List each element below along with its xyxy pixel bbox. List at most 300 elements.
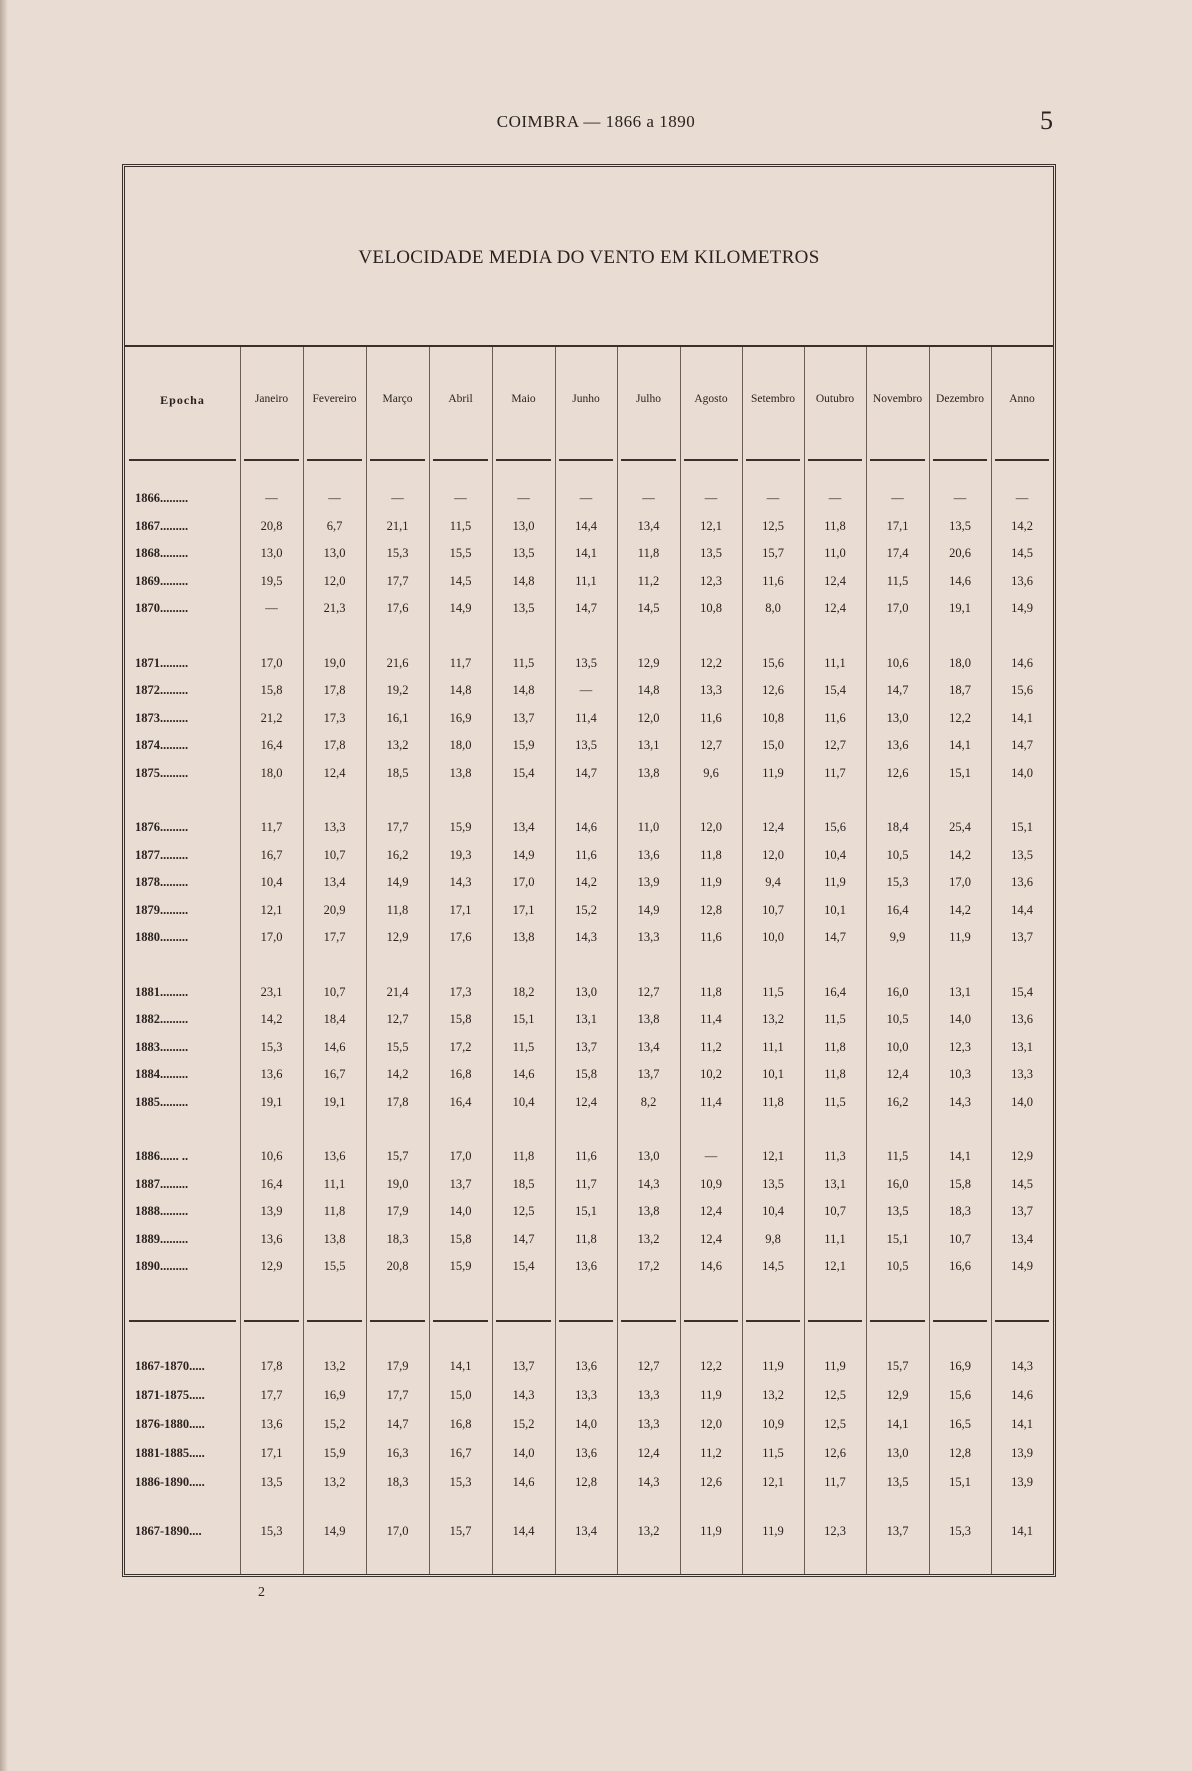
table-cell: 13,6 (1011, 573, 1033, 588)
table-cell: 14,3 (637, 1475, 660, 1489)
table-cell: 13,6 (323, 1149, 346, 1163)
table-cell: 12,4 (886, 1067, 909, 1081)
table-cell: 10,7 (949, 1231, 971, 1246)
table-cell: 13,8 (449, 765, 472, 780)
table-cell: 12,1 (260, 902, 283, 917)
table-cell: 9,9 (889, 930, 906, 944)
table-cell: 16,4 (449, 1094, 472, 1109)
running-title: COIMBRA — 1866 a 1890 (496, 112, 696, 131)
table-cell: 21,3 (323, 601, 346, 615)
table-cell: 17,9 (386, 1359, 409, 1373)
table-cell: 11,7 (260, 820, 283, 834)
table-cell: 15,7 (886, 1359, 909, 1373)
table-cell: 16,4 (260, 738, 283, 752)
table-cell: 18,2 (512, 984, 535, 999)
table-cell: 11,1 (762, 1039, 784, 1054)
table-row (125, 1149, 1053, 1169)
table-cell: 18,0 (260, 765, 283, 780)
table-cell: 11,1 (824, 1231, 846, 1246)
table-cell: 16,8 (449, 1067, 472, 1081)
table-cell: 15,9 (449, 820, 472, 834)
table-cell: 11,5 (824, 1094, 846, 1109)
table-cell: 14,5 (637, 601, 660, 615)
table-row (125, 1417, 1053, 1437)
table-cell: 13,1 (1011, 1039, 1033, 1054)
row-label: 1871-1875..... (135, 1388, 205, 1402)
table-cell: 11,6 (762, 573, 784, 588)
table-cell: 14,6 (1011, 655, 1033, 670)
table-cell: 13,4 (323, 875, 346, 889)
table-cell: 12,5 (512, 1204, 535, 1218)
table-cell: 17,0 (949, 875, 971, 889)
table-cell: — (704, 1149, 718, 1163)
table-cell: 13,0 (886, 710, 909, 725)
table-cell: 15,1 (512, 1012, 535, 1026)
section-rule (933, 1320, 987, 1322)
table-cell: 14,6 (512, 1475, 535, 1489)
table-cell: 15,3 (260, 1039, 283, 1054)
page-number: 5 (1040, 106, 1053, 135)
row-label: 1869......... (135, 573, 189, 588)
table-cell: 12,0 (700, 820, 722, 834)
table-cell: 13,8 (512, 930, 535, 944)
column-header: Abril (448, 393, 473, 405)
row-label: 1876-1880..... (135, 1417, 205, 1431)
row-label: 1877......... (135, 847, 189, 862)
table-cell: — (828, 491, 842, 505)
table-cell: 13,0 (323, 546, 346, 560)
section-rule (433, 1320, 488, 1322)
table-cell: 14,9 (323, 1524, 346, 1538)
table-cell: 13,6 (575, 1446, 597, 1460)
table-cell: 13,6 (260, 1067, 283, 1081)
row-label: 1879......... (135, 902, 189, 917)
table-cell: 11,5 (512, 1039, 535, 1054)
table-cell: 11,8 (824, 1039, 846, 1054)
table-cell: 14,6 (700, 1259, 722, 1273)
table-row (125, 1204, 1053, 1224)
table-cell: 13,5 (575, 738, 597, 752)
table-cell: — (891, 491, 904, 505)
table-cell: 12,9 (386, 930, 409, 944)
table-cell: 12,6 (700, 1475, 722, 1489)
table-cell: 14,1 (886, 1417, 909, 1431)
section-rule (684, 1320, 738, 1322)
table-cell: 12,7 (637, 984, 660, 999)
row-label: 1880......... (135, 930, 189, 944)
table-cell: 15,2 (575, 902, 597, 917)
table-cell: 10,0 (762, 930, 784, 944)
table-row (125, 1446, 1053, 1466)
table-cell: 20,6 (949, 546, 971, 560)
table-cell: 11,0 (637, 820, 660, 834)
table-cell: 16,9 (949, 1359, 971, 1373)
table-cell: 11,9 (949, 930, 971, 944)
table-cell: 11,9 (762, 765, 784, 780)
table-cell: 19,1 (949, 601, 971, 615)
table-cell: 12,4 (824, 601, 846, 615)
table-cell: 11,7 (449, 655, 472, 670)
table-cell: 13,9 (1011, 1446, 1033, 1460)
table-cell: 13,4 (575, 1524, 597, 1538)
table-cell: 13,2 (323, 1359, 346, 1373)
table-cell: 17,1 (512, 902, 535, 917)
section-rule (559, 1320, 613, 1322)
wind-speed-table (122, 164, 1056, 1577)
table-cell: 16,2 (386, 847, 409, 862)
table-cell: 14,6 (323, 1039, 346, 1054)
table-cell: 12,6 (824, 1446, 846, 1460)
table-cell: 11,8 (323, 1204, 346, 1218)
table-cell: 15,7 (386, 1149, 409, 1163)
table-cell: 11,5 (449, 518, 472, 533)
table-cell: 11,1 (575, 573, 597, 588)
table-cell: 12,7 (386, 1012, 409, 1026)
row-label: 1867-1890.... (135, 1524, 202, 1538)
table-cell: 14,9 (512, 847, 535, 862)
table-cell: 12,3 (949, 1039, 971, 1054)
table-cell: 15,8 (449, 1231, 472, 1246)
table-cell: 12,9 (637, 655, 660, 670)
table-cell: 15,4 (512, 1259, 535, 1273)
table-row (125, 711, 1053, 731)
table-cell: 10,7 (824, 1204, 846, 1218)
table-cell: 14,8 (512, 683, 535, 697)
table-cell: 15,9 (512, 738, 535, 752)
row-label: 1890......... (135, 1259, 189, 1273)
table-cell: 15,0 (449, 1388, 472, 1402)
column-header: Anno (1009, 393, 1035, 405)
table-cell: 14,3 (512, 1388, 535, 1402)
row-label: 1872......... (135, 683, 189, 697)
table-cell: 11,8 (700, 847, 722, 862)
table-cell: 11,2 (700, 1039, 722, 1054)
table-cell: — (579, 491, 593, 505)
table-cell: 13,2 (637, 1231, 660, 1246)
table-row (125, 1177, 1053, 1197)
table-cell: 12,4 (700, 1231, 722, 1246)
table-cell: — (704, 491, 718, 505)
table-cell: 21,4 (386, 984, 409, 999)
table-cell: 11,6 (700, 930, 722, 944)
table-cell: — (328, 491, 341, 505)
table-cell: 21,2 (260, 710, 283, 725)
table-cell: 10,9 (762, 1417, 784, 1431)
row-label: 1871......... (135, 655, 189, 670)
table-cell: 14,2 (260, 1012, 283, 1026)
table-cell: 17,2 (449, 1039, 472, 1054)
table-cell: 10,7 (323, 847, 346, 862)
header-underline (684, 459, 738, 461)
table-cell: 13,8 (323, 1231, 346, 1246)
table-cell: 12,3 (824, 1524, 846, 1538)
table-cell: 14,9 (637, 902, 660, 917)
table-cell: 10,4 (512, 1094, 535, 1109)
table-cell: 11,3 (824, 1149, 846, 1163)
section-rule (129, 1320, 236, 1322)
table-cell: — (517, 491, 530, 505)
table-cell: 10,5 (886, 1259, 909, 1273)
row-label: 1867......... (135, 518, 189, 533)
table-cell: 15,6 (762, 655, 784, 670)
table-cell: 14,7 (386, 1417, 409, 1431)
section-rule (995, 1320, 1049, 1322)
table-cell: 14,1 (949, 738, 971, 752)
table-cell: 14,9 (1011, 601, 1033, 615)
table-cell: 13,7 (575, 1039, 597, 1054)
table-cell: 14,9 (449, 601, 472, 615)
table-row (125, 1012, 1053, 1032)
title-rule (125, 345, 1053, 347)
table-cell: 13,6 (260, 1417, 283, 1431)
table-cell: 13,9 (260, 1204, 283, 1218)
table-cell: — (579, 683, 593, 697)
table-cell: 13,8 (637, 765, 660, 780)
table-cell: — (265, 601, 278, 615)
table-cell: 17,1 (886, 518, 909, 533)
table-cell: 16,4 (824, 984, 846, 999)
footnote-signature: 2 (258, 1585, 265, 1600)
table-cell: 13,7 (449, 1176, 472, 1191)
table-cell: 11,5 (824, 1012, 846, 1026)
table-cell: 14,6 (949, 573, 971, 588)
table-cell: 16,0 (886, 984, 909, 999)
table-cell: 13,5 (886, 1475, 909, 1489)
table-cell: 14,0 (512, 1446, 535, 1460)
column-header: Outubro (815, 393, 855, 405)
table-cell: 17,7 (386, 820, 409, 834)
table-cell: 17,9 (386, 1204, 409, 1218)
header-underline (621, 459, 676, 461)
table-cell: 17,6 (386, 601, 409, 615)
table-cell: 13,6 (637, 847, 660, 862)
table-cell: 13,2 (762, 1012, 784, 1026)
table-cell: 13,6 (260, 1231, 283, 1246)
table-cell: 14,3 (949, 1094, 971, 1109)
table-cell: 12,7 (824, 738, 846, 752)
section-rule (244, 1320, 299, 1322)
table-cell: 19,1 (260, 1094, 283, 1109)
table-cell: 17,1 (260, 1446, 283, 1460)
table-cell: 12,4 (824, 573, 846, 588)
table-cell: 13,5 (512, 601, 535, 615)
table-cell: 18,3 (949, 1204, 971, 1218)
table-cell: 12,4 (323, 765, 346, 780)
table-cell: 12,2 (700, 1359, 722, 1373)
table-row (125, 985, 1053, 1005)
table-cell: 13,8 (637, 1012, 660, 1026)
table-cell: 14,4 (1011, 902, 1033, 917)
row-label: 1866......... (135, 491, 189, 505)
table-cell: 10,4 (260, 875, 283, 889)
table-cell: 15,9 (449, 1259, 472, 1273)
table-row (125, 601, 1053, 621)
table-cell: 20,8 (260, 518, 283, 533)
table-cell: 11,9 (824, 875, 846, 889)
table-cell: 12,8 (949, 1446, 971, 1460)
table-cell: 12,6 (886, 765, 909, 780)
table-cell: 14,4 (575, 518, 597, 533)
table-cell: 17,1 (449, 902, 472, 917)
table-cell: 13,3 (700, 683, 722, 697)
table-cell: 14,7 (575, 601, 597, 615)
column-header: Março (382, 393, 413, 405)
table-cell: 14,5 (1011, 1176, 1033, 1191)
table-row (125, 1388, 1053, 1408)
table-cell: 11,8 (824, 1067, 846, 1081)
table-cell: 11,1 (824, 655, 846, 670)
table-row (125, 903, 1053, 923)
table-cell: 14,3 (637, 1176, 660, 1191)
table-cell: 13,6 (575, 1259, 597, 1273)
table-cell: 19,0 (323, 655, 346, 670)
section-rule (370, 1320, 425, 1322)
table-cell: 11,6 (700, 710, 722, 725)
table-cell: 18,3 (386, 1475, 409, 1489)
row-label: 1882......... (135, 1012, 189, 1026)
table-cell: 15,6 (1011, 683, 1033, 697)
table-cell: 16,4 (260, 1176, 283, 1191)
table-cell: 20,9 (323, 902, 346, 917)
table-cell: 11,6 (575, 1149, 597, 1163)
table-cell: 15,3 (260, 1524, 283, 1538)
section-rule (307, 1320, 362, 1322)
table-cell: 10,1 (762, 1067, 784, 1081)
table-row (125, 1067, 1053, 1087)
header-underline (995, 459, 1049, 461)
table-cell: 13,6 (1011, 875, 1033, 889)
table-cell: 13,7 (886, 1524, 909, 1538)
table-cell: — (391, 491, 404, 505)
table-cell: 17,0 (449, 1149, 472, 1163)
table-cell: 12,7 (700, 738, 722, 752)
table-cell: 18,3 (386, 1231, 409, 1246)
table-cell: 11,9 (762, 1359, 784, 1373)
table-cell: 12,9 (886, 1388, 909, 1402)
table-cell: 11,4 (575, 710, 597, 725)
table-cell: 13,6 (1011, 1012, 1033, 1026)
table-cell: 17,3 (323, 710, 346, 725)
table-cell: 13,0 (260, 546, 283, 560)
table-cell: 15,5 (386, 1039, 409, 1054)
header-underline (559, 459, 613, 461)
table-cell: 15,8 (575, 1067, 597, 1081)
table-cell: 14,6 (575, 820, 597, 834)
table-cell: 10,0 (886, 1039, 909, 1054)
table-cell: 11,0 (824, 546, 846, 560)
table-cell: 12,4 (700, 1204, 722, 1218)
table-cell: 11,8 (637, 546, 660, 560)
table-cell: 13,2 (637, 1524, 660, 1538)
table-cell: — (454, 491, 467, 505)
table-row (125, 875, 1053, 895)
table-cell: 13,5 (762, 1176, 784, 1191)
table-cell: 14,7 (1011, 738, 1033, 752)
table-cell: 12,0 (762, 847, 784, 862)
table-cell: 16,3 (386, 1446, 409, 1460)
row-label: 1886...... .. (135, 1149, 189, 1163)
table-cell: 10,6 (886, 655, 909, 670)
table-cell: 12,8 (700, 902, 722, 917)
table-title: VELOCIDADE MEDIA DO VENTO EM KILOMETROS (358, 247, 820, 268)
table-cell: 14,9 (386, 875, 409, 889)
table-cell: 17,0 (260, 655, 283, 670)
table-cell: — (642, 491, 655, 505)
row-label: 1888......... (135, 1204, 189, 1218)
table-row (125, 1095, 1053, 1115)
table-cell: 14,7 (824, 930, 846, 944)
table-cell: 10,1 (824, 902, 846, 917)
table-cell: 13,5 (700, 546, 722, 560)
table-cell: 14,0 (1011, 1094, 1033, 1109)
table-row (125, 820, 1053, 840)
table-cell: 10,4 (762, 1204, 784, 1218)
table-row (125, 1359, 1053, 1379)
table-row (125, 1232, 1053, 1252)
table-cell: — (1015, 491, 1029, 505)
column-header: Janeiro (254, 393, 289, 405)
section-rule (808, 1320, 862, 1322)
table-cell: 11,6 (575, 847, 597, 862)
table-cell: 15,3 (386, 546, 409, 560)
table-cell: 13,0 (886, 1446, 909, 1460)
table-cell: 14,0 (1011, 765, 1033, 780)
header-underline (244, 459, 299, 461)
table-cell: 14,5 (449, 573, 472, 588)
header-underline (307, 459, 362, 461)
table-cell: 13,7 (637, 1067, 660, 1081)
table-cell: 12,1 (700, 518, 722, 533)
table-cell: 11,4 (700, 1012, 722, 1026)
table-cell: 14,6 (512, 1067, 535, 1081)
table-cell: 12,1 (762, 1149, 784, 1163)
table-cell: 11,5 (762, 984, 784, 999)
table-cell: 12,1 (762, 1475, 784, 1489)
table-cell: 15,8 (260, 683, 283, 697)
header-underline (496, 459, 551, 461)
table-cell: 12,6 (762, 683, 784, 697)
table-cell: 17,7 (323, 930, 346, 944)
table-cell: 12,2 (949, 710, 971, 725)
table-cell: 11,8 (824, 518, 846, 533)
table-row (125, 491, 1053, 511)
table-cell: 19,1 (323, 1094, 346, 1109)
table-cell: 21,1 (386, 518, 409, 533)
header-underline (808, 459, 862, 461)
section-rule (746, 1320, 800, 1322)
table-cell: — (265, 491, 278, 505)
row-label: 1884......... (135, 1067, 189, 1081)
table-cell: 11,8 (386, 902, 409, 917)
table-cell: 11,1 (323, 1176, 346, 1191)
table-cell: 10,9 (700, 1176, 722, 1191)
table-row (125, 848, 1053, 868)
table-cell: 9,8 (765, 1231, 781, 1246)
table-row (125, 738, 1053, 758)
table-cell: 19,0 (386, 1176, 409, 1191)
table-cell: 15,4 (824, 683, 846, 697)
table-cell: 14,0 (449, 1204, 472, 1218)
table-cell: 11,7 (824, 1475, 846, 1489)
table-cell: 16,4 (886, 902, 909, 917)
table-cell: 18,4 (323, 1012, 346, 1026)
table-cell: 13,5 (260, 1475, 283, 1489)
table-cell: 15,0 (762, 738, 784, 752)
table-cell: 17,0 (260, 930, 283, 944)
row-label: 1878......... (135, 875, 189, 889)
table-cell: 11,5 (886, 1149, 909, 1163)
table-cell: 13,3 (1011, 1067, 1033, 1081)
